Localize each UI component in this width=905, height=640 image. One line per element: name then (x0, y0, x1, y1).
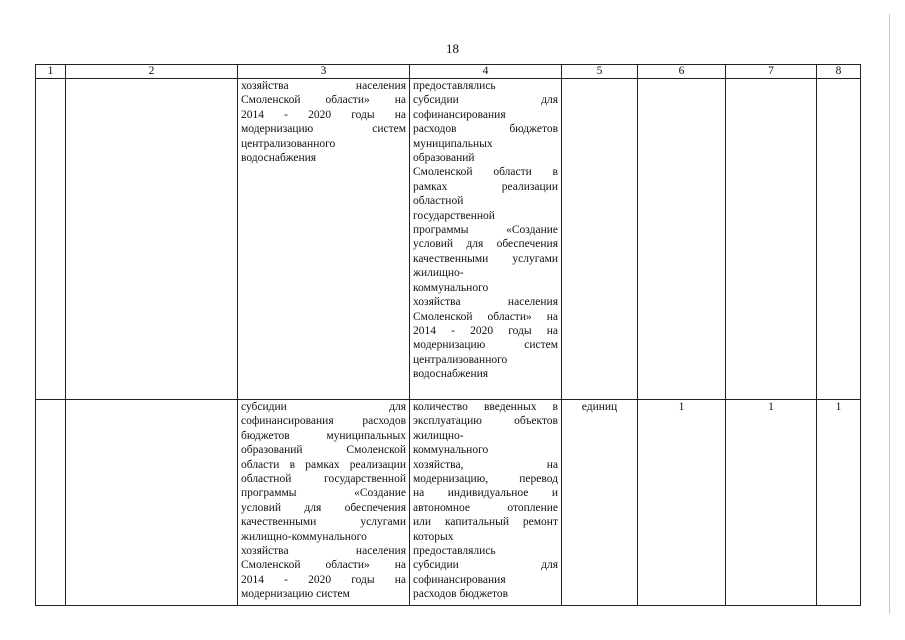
table-row (36, 400, 861, 606)
text-line: Смоленской области» на (241, 559, 406, 572)
text-line: модернизацию систем (413, 339, 558, 352)
text-line: расходов бюджетов (413, 588, 509, 601)
header-col-6: 6 (638, 65, 726, 79)
header-col-1: 1 (36, 65, 66, 79)
text-line: жилищно- (413, 429, 464, 442)
text-line: субсидии для (413, 94, 558, 107)
text-line: предоставлялись (413, 80, 496, 92)
cell-measure (238, 400, 410, 606)
text-line: софинансирования (413, 108, 506, 121)
text-line: модернизацию, перевод (413, 473, 558, 486)
text-line: Смоленской области в (413, 166, 558, 179)
header-col-4: 4 (410, 65, 562, 79)
page-number: 18 (446, 41, 459, 56)
header-col-5: 5 (562, 65, 638, 79)
text-line: жилищно-коммунального (241, 530, 367, 543)
text-line: жилищно- (413, 267, 464, 280)
text-line: программы «Создание (241, 487, 406, 500)
header-col-7: 7 (726, 65, 817, 79)
text-line: хозяйства населения (413, 296, 558, 309)
text-line: коммунального (413, 281, 489, 294)
header-row (36, 65, 861, 79)
text-line: на индивидуальное и (413, 487, 558, 500)
cell-col-2 (66, 79, 238, 400)
text-line: 2014 - 2020 годы на (241, 108, 406, 121)
text-line: водоснабжения (241, 152, 317, 165)
program-table (35, 64, 861, 606)
text-line: областной государственной (241, 473, 406, 486)
text-line: хозяйства, на (413, 458, 558, 471)
cell-value-col7 (726, 79, 817, 400)
text-line: государственной (413, 209, 495, 222)
cell-value-col8: 1 (817, 400, 861, 606)
text-line: программы «Создание (413, 224, 558, 237)
text-line: муниципальных (413, 137, 493, 150)
text-line: предоставлялись (413, 545, 496, 558)
header-col-3: 3 (238, 65, 410, 79)
cell-indicator (410, 79, 562, 400)
text-line: Смоленской области» на (413, 310, 558, 323)
cell-value-col6 (638, 79, 726, 400)
page-edge-line (889, 14, 890, 614)
cell-value-col6: 1 (638, 400, 726, 606)
text-line: областной (413, 195, 464, 208)
text-line: хозяйства населения (241, 80, 406, 92)
text-line: субсидии для (413, 559, 558, 572)
cell-col-2 (66, 400, 238, 606)
cell-col-1 (36, 400, 66, 606)
cell-col-1 (36, 79, 66, 400)
text-line: автономное отопление (413, 501, 558, 514)
text-line: эксплуатацию объектов (413, 415, 558, 428)
header-col-2: 2 (66, 65, 238, 79)
text-line: софинансирования расходов (241, 415, 406, 428)
text-line: хозяйства населения (241, 545, 406, 558)
text-line: условий для обеспечения (241, 501, 406, 514)
cell-measure (238, 79, 410, 400)
text-line: модернизацию систем (241, 588, 350, 601)
text-line: 2014 - 2020 годы на (241, 573, 406, 586)
text-line: образований (413, 152, 475, 165)
text-line: модернизацию систем (241, 123, 406, 136)
text-line: централизованного (413, 353, 508, 366)
header-col-8: 8 (817, 65, 861, 79)
text-line: централизованного (241, 137, 336, 150)
text-line: водоснабжения (413, 368, 489, 381)
cell-unit: единиц (562, 400, 638, 606)
text-line: расходов бюджетов (413, 123, 558, 136)
text-line: коммунального (413, 444, 489, 457)
table-row (36, 79, 861, 400)
text-line: количество введенных в (413, 401, 558, 413)
text-line: софинансирования (413, 573, 506, 586)
cell-indicator (410, 400, 562, 606)
text-line: или капитальный ремонт (413, 516, 558, 529)
text-line: Смоленской области» на (241, 94, 406, 107)
text-line: субсидии для (241, 401, 406, 413)
text-line: качественными услугами (241, 516, 406, 529)
text-line: которых (413, 530, 454, 543)
cell-unit (562, 79, 638, 400)
text-line: образований Смоленской (241, 444, 406, 457)
text-line: рамках реализации (413, 180, 558, 193)
text-line: области в рамках реализации (241, 458, 406, 471)
text-line: 2014 - 2020 годы на (413, 324, 558, 337)
text-line: условий для обеспечения (413, 238, 558, 251)
text-line: бюджетов муниципальных (241, 429, 406, 442)
cell-value-col8 (817, 79, 861, 400)
cell-value-col7: 1 (726, 400, 817, 606)
text-line: качественными услугами (413, 252, 558, 265)
